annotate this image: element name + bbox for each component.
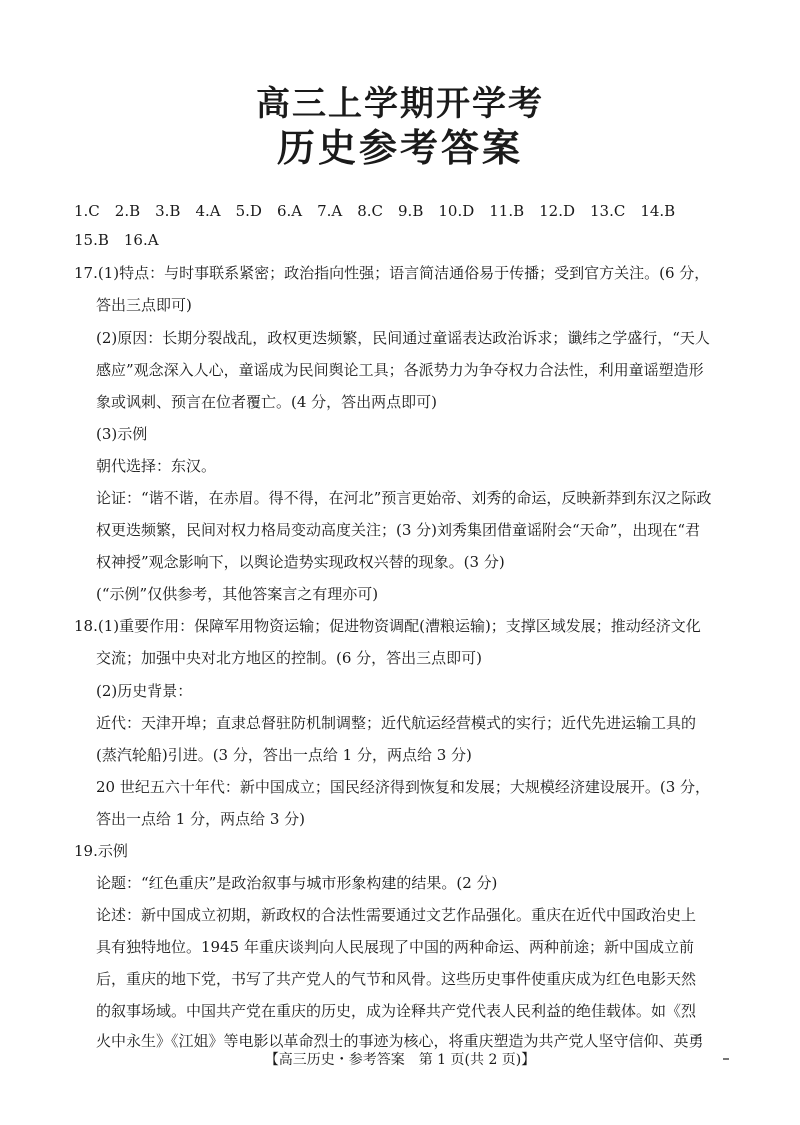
answer-line: 具有独特地位。1945 年重庆谈判向人民展现了中国的两种命运、两种前途；新中国成立前	[96, 938, 694, 956]
answer-line: 交流；加强中央对北方地区的控制。(6 分，答出三点即可)	[96, 649, 483, 667]
answer-line: (3)示例	[96, 425, 148, 443]
answer-line: 论述：新中国成立初期，新政权的合法性需要通过文艺作品强化。重庆在近代中国政治史上	[96, 906, 697, 924]
answer-line: 论证：“谐不谐，在赤眉。得不得，在河北”预言更始帝、刘秀的命运，反映新莽到东汉之际政	[96, 489, 712, 507]
answer-line: (2)历史背景：	[96, 682, 193, 700]
answer-line: 的叙事场域。中国共产党在重庆的历史，成为诠释共产党代表人民利益的绝佳载体。如《烈	[96, 1002, 697, 1020]
answer-row: 15.B 16.A	[74, 231, 159, 249]
answer-line: 18.(1)重要作用：保障军用物资运输；促进物资调配(漕粮运输)；支撑区域发展；推动经济文化	[74, 617, 701, 635]
answer-line: 感应”观念深入人心，童谣成为民间舆论工具；各派势力为争夺权力合法性，利用童谣塑造形	[96, 361, 704, 379]
answer-line: 权更迭频繁，民间对权力格局变动高度关注；(3 分)刘秀集团借童谣附会“天命”，出现在“君	[96, 521, 701, 539]
answer-line: 答出一点给 1 分，两点给 3 分)	[96, 810, 306, 828]
corner-mark	[723, 1058, 729, 1060]
answer-line: 朝代选择：东汉。	[96, 457, 217, 475]
page-footer: 【高三历史・参考答案 第 1 页(共 2 页)】	[264, 1052, 536, 1068]
answer-line: 火中永生》《江姐》等电影以革命烈士的事迹为核心，将重庆塑造为共产党人坚守信仰、英勇	[96, 1032, 704, 1050]
answer-line: (蒸汽轮船)引进。(3 分，答出一点给 1 分，两点给 3 分)	[96, 746, 472, 764]
answer-line: 答出三点即可)	[96, 296, 192, 314]
answer-line: 象或讽刺、预言在位者覆亡。(4 分，答出两点即可)	[96, 393, 438, 411]
answer-line: 19.示例	[74, 842, 128, 860]
answer-line: (2)原因：长期分裂战乱，政权更迭频繁，民间通过童谣表达政治诉求；谶纬之学盛行，“天人	[96, 329, 710, 347]
answer-line: (“示例”仅供参考，其他答案言之有理亦可)	[96, 585, 379, 603]
answer-line: 近代：天津开埠；直隶总督驻防机制调整；近代航运经营模式的实行；近代先进运输工具的	[96, 714, 697, 732]
answer-row: 1.C 2.B 3.B 4.A 5.D 6.A 7.A 8.C 9.B 10.D 11.B 12.D 13.C 14.B	[74, 202, 676, 220]
answer-line: 20 世纪五六十年代：新中国成立；国民经济得到恢复和发展；大规模经济建设展开。(3 分，	[96, 778, 711, 796]
answer-line: 17.(1)特点：与时事联系紧密；政治指向性强；语言简洁通俗易于传播；受到官方关注。(6 分，	[74, 264, 710, 282]
answer-line: 论题：“红色重庆”是政治叙事与城市形象构建的结果。(2 分)	[96, 874, 498, 892]
page-subtitle: 历史参考答案	[276, 126, 523, 170]
page-title: 高三上学期开学考	[256, 84, 544, 124]
answer-line: 后，重庆的地下党，书写了共产党人的气节和风骨。这些历史事件使重庆成为红色电影天然	[96, 970, 697, 988]
answer-line: 权神授”观念影响下，以舆论造势实现政权兴替的现象。(3 分)	[96, 553, 505, 571]
